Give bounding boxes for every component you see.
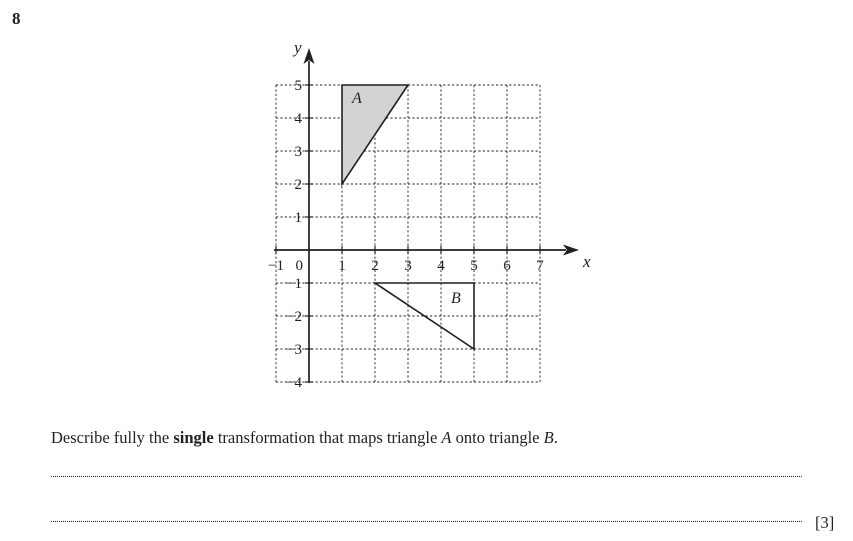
question-number: 8 [12, 9, 21, 28]
y-tick-label: −2 [286, 309, 302, 325]
axes [274, 48, 579, 383]
x-tick-label: 0 [295, 258, 303, 274]
x-tick-label: 6 [503, 258, 511, 274]
x-tick-label: 2 [371, 258, 379, 274]
prompt-triangle-b: B [543, 428, 554, 447]
y-axis-label: y [294, 38, 302, 57]
triangle-a-label: A [351, 90, 362, 108]
y-tick-label: 3 [294, 144, 302, 160]
prompt-text-2: transformation that maps triangle [213, 428, 442, 447]
question-prompt [51, 428, 558, 448]
x-tick-label: 4 [437, 258, 445, 274]
y-tick-label: 5 [294, 78, 302, 94]
prompt-bold-word: single [173, 428, 214, 447]
y-tick-label: −3 [286, 342, 302, 358]
x-tick-label: 5 [470, 258, 478, 274]
marks-label: [3] [815, 513, 835, 532]
x-tick-label: −1 [268, 258, 284, 274]
y-tick-label: 2 [294, 177, 302, 193]
y-tick-label: 1 [294, 210, 302, 226]
answer-line-1[interactable] [51, 476, 802, 477]
answer-line-2[interactable] [51, 521, 802, 522]
x-tick-label: 7 [536, 258, 544, 274]
x-tick-label: 3 [404, 258, 412, 274]
prompt-text-1: Describe fully the [51, 428, 174, 447]
y-tick-label: 4 [294, 111, 302, 127]
grid-lines [276, 85, 540, 382]
prompt-triangle-a: A [441, 428, 452, 447]
prompt-text-4: . [553, 428, 558, 447]
x-axis-label: x [583, 252, 591, 271]
y-tick-label: −1 [286, 276, 302, 292]
y-tick-label: −4 [286, 375, 302, 391]
triangle-b-label: B [450, 289, 461, 307]
prompt-text-3: onto triangle [451, 428, 544, 447]
x-tick-label: 1 [338, 258, 346, 274]
axis-tick-labels [268, 38, 591, 391]
